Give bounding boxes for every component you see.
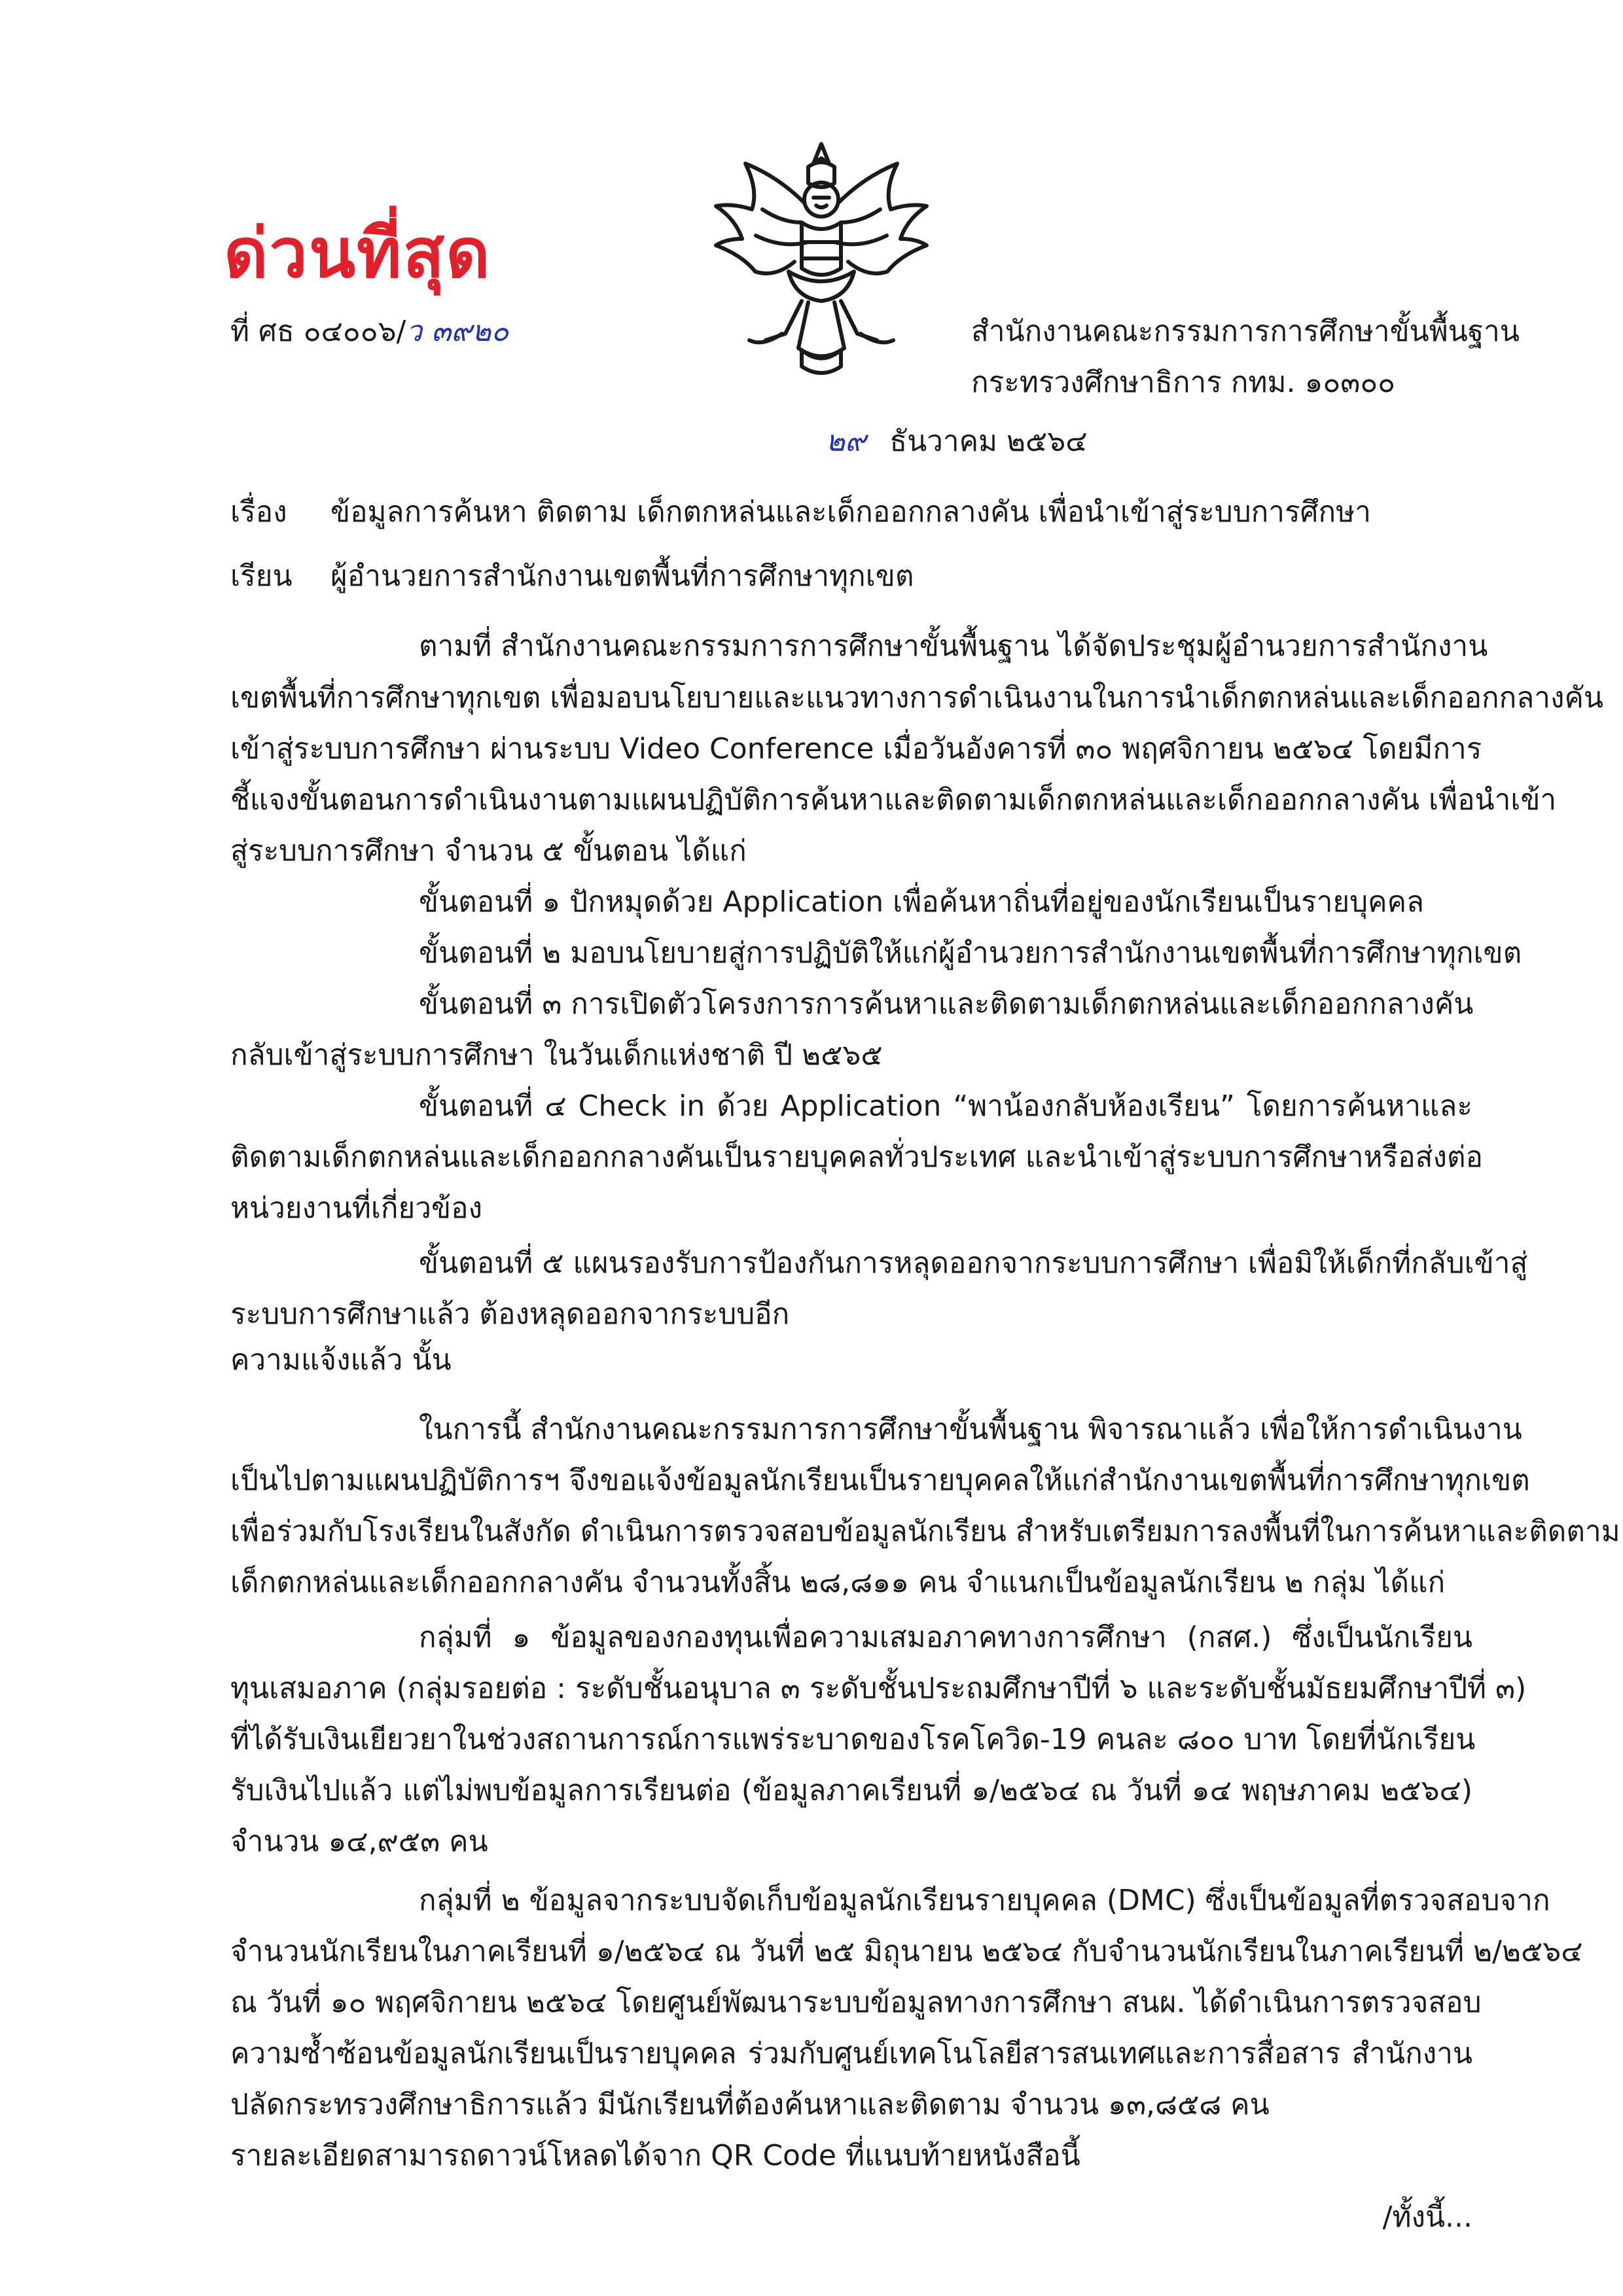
body-line: เด็กตกหล่นและเด็กออกกลางคัน จำนวนทั้งสิ้น ๒๘,๘๑๑ คน จำแนกเป็นข้อมูลนักเรียน ๒ กลุ่ม ได้แก่ xyxy=(230,1566,1446,1599)
salutation-label: เรียน xyxy=(230,559,293,593)
body-line: กลับเข้าสู่ระบบการศึกษา ในวันเด็กแห่งชาติ ปี ๒๕๖๕ xyxy=(230,1038,883,1072)
garuda-emblem-icon xyxy=(704,131,939,386)
body-line: ปลัดกระทรวงศึกษาธิการแล้ว มีนักเรียนที่ต้องค้นหาและติดตาม จำนวน ๑๓,๘๕๘ คน xyxy=(230,2088,1270,2121)
body-line: ณ วันที่ ๑๐ พฤศจิกายน ๒๕๖๔ โดยศูนย์พัฒนาระบบข้อมูลทางการศึกษา สนผ. ได้ดำเนินการตรวจสอบ xyxy=(230,1986,1482,2019)
body-line: รายละเอียดสามารถดาวน์โหลดได้จาก QR Code ที่แนบท้ายหนังสือนี้ xyxy=(230,2139,1080,2172)
document-date xyxy=(826,416,1088,467)
urgency-stamp: ด่วนที่สุด xyxy=(224,213,491,293)
body-line: รับเงินไปแล้ว แต่ไม่พบข้อมูลการเรียนต่อ (ข้อมูลภาคเรียนที่ ๑/๒๕๖๔ ณ วันที่ ๑๔ พฤษภาคม ๒๕๖๔) xyxy=(230,1774,1472,1807)
body-line: ขั้นตอนที่ ๑ ปักหมุดด้วย Application เพื่อค้นหาถิ่นที่อยู่ของนักเรียนเป็นรายบุคคล xyxy=(419,885,1424,919)
date-day-handwritten: ๒๙ xyxy=(826,425,866,458)
body-line: ระบบการศึกษาแล้ว ต้องหลุดออกจากระบบอีก xyxy=(230,1298,790,1331)
agency-name: สำนักงานคณะกรรมการการศึกษาขั้นพื้นฐาน xyxy=(971,315,1520,348)
salutation-text: ผู้อำนวยการสำนักงานเขตพื้นที่การศึกษาทุกเขต xyxy=(330,559,914,593)
body-line: เข้าสู่ระบบการศึกษา ผ่านระบบ Video Conference เมื่อวันอังคารที่ ๓๐ พฤศจิกายน ๒๕๖๔ โดยมีการ xyxy=(230,732,1482,766)
body-line: ความซ้ำซ้อนข้อมูลนักเรียนเป็นรายบุคคล ร่วมกับศูนย์เทคโนโลยีสารสนเทศและการสื่อสาร สำนักงาน xyxy=(230,2037,1472,2070)
body-line: จำนวน ๑๔,๙๕๓ คน xyxy=(230,1825,488,1858)
body-line: ขั้นตอนที่ ๕ แผนรองรับการป้องกันการหลุดออกจากระบบการศึกษา เพื่อมิให้เด็กที่กลับเข้าสู่ xyxy=(419,1246,1528,1280)
body-line: ขั้นตอนที่ ๒ มอบนโยบายสู่การปฏิบัติให้แก่ผู้อำนวยการสำนักงานเขตพื้นที่การศึกษาทุกเขต xyxy=(419,936,1522,970)
body-line: ความแจ้งแล้ว นั้น xyxy=(230,1343,452,1377)
body-line: เพื่อร่วมกับโรงเรียนในสังกัด ดำเนินการตรวจสอบข้อมูลนักเรียน สำหรับเตรียมการลงพื้นที่ในการค้นหาและติดตาม xyxy=(230,1515,1620,1548)
body-line: กลุ่มที่ ๒ ข้อมูลจากระบบจัดเก็บข้อมูลนักเรียนรายบุคคล (DMC) ซึ่งเป็นข้อมูลที่ตรวจสอบจาก xyxy=(419,1884,1550,1917)
subject-text: ข้อมูลการค้นหา ติดตาม เด็กตกหล่นและเด็กออกกลางคัน เพื่อนำเข้าสู่ระบบการศึกษา xyxy=(330,495,1371,529)
document-number-label: ที่ ศธ ๐๔๐๐๖/ xyxy=(230,315,406,348)
body-line: สู่ระบบการศึกษา จำนวน ๕ ขั้นตอน ได้แก่ xyxy=(230,834,747,868)
body-line: ตามที่ สำนักงานคณะกรรมการการศึกษาขั้นพื้นฐาน ได้จัดประชุมผู้อำนวยการสำนักงาน xyxy=(419,629,1488,663)
body-line: ขั้นตอนที่ ๓ การเปิดตัวโครงการการค้นหาและติดตามเด็กตกหล่นและเด็กออกกลางคัน xyxy=(419,987,1474,1021)
body-line: เขตพื้นที่การศึกษาทุกเขต เพื่อมอบนโยบายและแนวทางการดำเนินงานในการนำเด็กตกหล่นและเด็กออกกลางคัน xyxy=(230,681,1603,715)
document-number-handwritten: ว ๓๙๒๐ xyxy=(406,315,509,348)
continuation-marker: /ทั้งนี้... xyxy=(1382,2200,1472,2234)
body-line: ชี้แจงขั้นตอนการดำเนินงานตามแผนปฏิบัติการค้นหาและติดตามเด็กตกหล่นและเด็กออกกลางคัน เพื่อนำเข้า xyxy=(230,783,1557,817)
body-line: เป็นไปตามแผนปฏิบัติการฯ จึงขอแจ้งข้อมูลนักเรียนเป็นรายบุคคลให้แก่สำนักงานเขตพื้นที่การศึกษาทุกเขต xyxy=(230,1464,1530,1497)
body-line: ติดตามเด็กตกหล่นและเด็กออกกลางคันเป็นรายบุคคลทั่วประเทศ และนำเข้าสู่ระบบการศึกษาหรือส่งต่อ xyxy=(230,1140,1483,1174)
subject-label: เรื่อง xyxy=(230,495,287,529)
body-line: กลุ่มที่ ๑ ข้อมูลของกองทุนเพื่อความเสมอภาคทางการศึกษา (กสศ.) ซึ่งเป็นนักเรียน xyxy=(419,1621,1472,1654)
body-line: ในการนี้ สำนักงานคณะกรรมการการศึกษาขั้นพื้นฐาน พิจารณาแล้ว เพื่อให้การดำเนินงาน xyxy=(419,1413,1522,1446)
date-month-year: ธันวาคม ๒๕๖๔ xyxy=(889,425,1088,458)
body-line: ทุนเสมอภาค (กลุ่มรอยต่อ : ระดับชั้นอนุบาล ๓ ระดับชั้นประถมศึกษาปีที่ ๖ และระดับชั้นมัธยมศึกษาปีที่ ๓) xyxy=(230,1672,1527,1705)
body-line: ที่ได้รับเงินเยียวยาในช่วงสถานการณ์การแพร่ระบาดของโรคโควิด-19 คนละ ๘๐๐ บาท โดยที่นักเรียน xyxy=(230,1723,1476,1756)
body-line: จำนวนนักเรียนในภาคเรียนที่ ๑/๒๕๖๔ ณ วันที่ ๒๕ มิถุนายน ๒๕๖๔ กับจำนวนนักเรียนในภาคเรียนที่ ๒/๒๕๖๔ xyxy=(230,1935,1583,1968)
body-line: ขั้นตอนที่ ๔ Check in ด้วย Application “พาน้องกลับห้องเรียน” โดยการค้นหาและ xyxy=(419,1089,1472,1123)
document-number xyxy=(230,306,508,357)
agency-address: กระทรวงศึกษาธิการ กทม. ๑๐๓๐๐ xyxy=(971,366,1396,399)
body-line: หน่วยงานที่เกี่ยวข้อง xyxy=(230,1192,482,1225)
